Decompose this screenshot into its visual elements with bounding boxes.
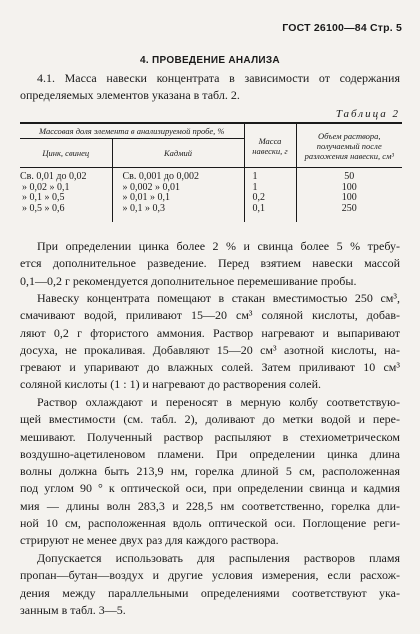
section-title: 4. ПРОВЕДЕНИЕ АНАЛИЗА (140, 55, 280, 66)
text-line: При определении цинка более 2 % и свинца более 5 % требу- (37, 239, 400, 253)
text-line: под углом 90 ° к оптической оси, при определении свинца и кадмия (20, 481, 400, 496)
text-line: дения между параллельными определениями соответствуют ука- (20, 585, 400, 600)
table-header-cadmium: Кадмий (112, 139, 244, 168)
text-line: пропан—бутан—воздух и другие условия измерения, если расхож- (20, 568, 400, 583)
text-line: определяемых элементов указана в табл. 2. (20, 88, 240, 103)
table-header-mass: Масса навески, г (244, 123, 296, 168)
text-line: ляют 0,2 г фтористого аммония. Раствор нагревают и выпаривают (20, 325, 400, 340)
text-line: Раствор охлаждают и переносят в мерную колбу соответствую- (37, 395, 400, 409)
text-line: занным в табл. 3—5. (20, 602, 126, 617)
text-line: щей вместимости (см. табл. 2), доливают до метки водой и пере- (20, 412, 400, 427)
paragraph-dilution (20, 238, 400, 290)
paragraph-measurement (20, 394, 400, 550)
table-cell-mass: 0,1 (244, 204, 296, 223)
page-header: ГОСТ 26100—84 Стр. 5 (282, 22, 402, 34)
table-cell-volume: 250 (296, 204, 402, 223)
table-cell-cadmium: Св. 0,001 до 0,002 (112, 168, 244, 183)
text-line: досуха, не прокаливая. Добавляют 15—20 см³ азотной кислоты, на- (20, 342, 400, 357)
text-line: мешивают. Полученный раствор распыляют в стехиометрическом (20, 429, 400, 444)
paragraph-alternative-flame (20, 550, 400, 619)
text-line: воздушно-ацетиленовом пламени. При определении цинка длина (20, 446, 400, 461)
text-line: смачивают водой, приливают 15—20 см³ соляной кислоты, добав- (20, 308, 400, 323)
text-line: Навеску концентрата помещают в стакан вместимостью 250 см³, (37, 291, 400, 305)
table-label: Таблица 2 (335, 108, 400, 120)
text-line: волны должна быть 213,9 нм, горелка длиной 5 см, расположенная (20, 464, 400, 479)
table-cell-zinc-lead: Св. 0,01 до 0,02 (20, 171, 87, 182)
data-table (20, 122, 402, 222)
table-cell-zinc-lead: » 0,1 » 0,5 (22, 192, 65, 203)
text-line: гревают и упаривают до влажных солей. Затем приливают 10 см³ (20, 360, 400, 375)
table-header-group: Массовая доля элемента в анализируемой пробе, % (20, 123, 244, 139)
table-cell-zinc-lead: » 0,5 » 0,6 (22, 202, 65, 214)
table-header-volume: Объем раствора, получаемый после разложения навески, см³ (296, 123, 402, 168)
table-cell-zinc-lead: » 0,02 » 0,1 (22, 181, 70, 193)
table-cell-volume: 50 (296, 168, 402, 183)
table-header-zinc-lead: Цинк, свинец (20, 139, 112, 168)
text-line: соляной кислоты (1 : 1) и нагревают до растворения солей. (20, 377, 322, 392)
table-cell-cadmium: » 0,002 » 0,01 (112, 183, 244, 194)
paragraph-sample-preparation (20, 290, 400, 394)
table-cell-volume: 100 (296, 183, 402, 194)
text-line: ется дополнительное разведение. Перед взятием навески массой (20, 256, 400, 271)
table-cell-mass: 0,2 (244, 193, 296, 204)
text-line: стрируют не менее двух раз для каждого раствора. (20, 533, 279, 548)
table-cell-mass: 1 (244, 168, 296, 183)
text-line: Допускается использовать для распыления растворов пламя (37, 551, 400, 565)
table-cell-mass: 1 (244, 183, 296, 194)
table-cell-volume: 100 (296, 193, 402, 204)
table-cell-cadmium: » 0,1 » 0,3 (112, 204, 244, 223)
table-cell-cadmium: » 0,01 » 0,1 (112, 193, 244, 204)
text-line: ной 10 см, расположенная вдоль оптической оси. Поглощение реги- (20, 516, 400, 531)
text-line: мия — длины волн 283,3 и 228,5 нм соответственно, горелка дли- (20, 498, 400, 513)
text-line: 0,1—0,2 г рекомендуется дополнительное перемешивание пробы. (20, 273, 357, 288)
paragraph-4-1 (20, 70, 400, 105)
text-line: 4.1. Масса навески концентрата в зависимости от содержания (37, 71, 400, 85)
